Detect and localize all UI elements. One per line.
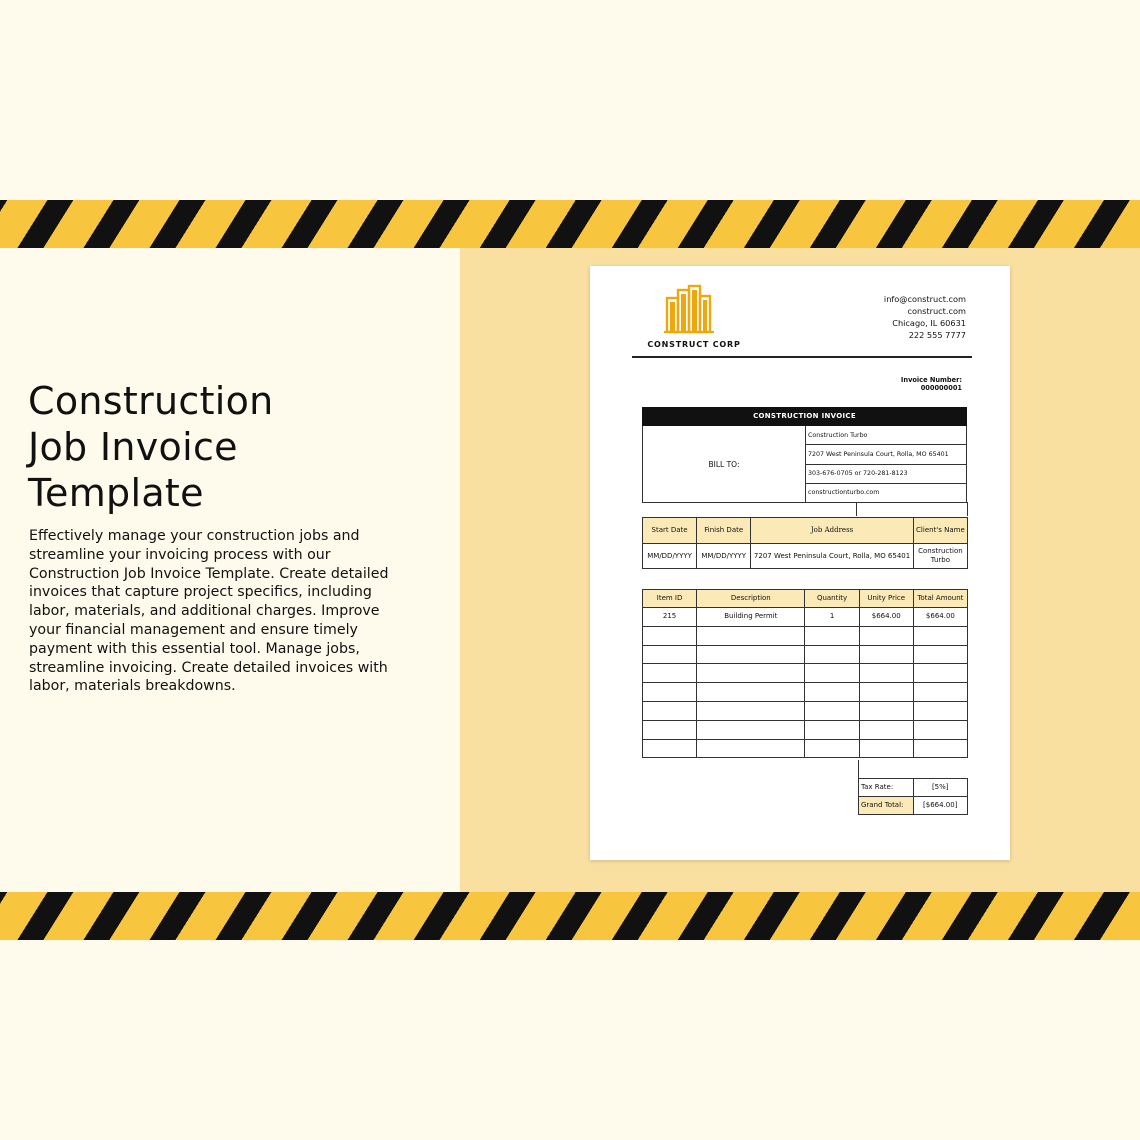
table-row-empty bbox=[643, 664, 968, 683]
col-client-name: Client's Name bbox=[913, 518, 967, 544]
job-details-table bbox=[642, 517, 968, 569]
invoice-number-value: 000000001 bbox=[920, 384, 962, 392]
start-date-value: MM/DD/YYYY bbox=[643, 544, 697, 569]
contact-email: info@construct.com bbox=[883, 294, 966, 304]
col-start-date: Start Date bbox=[643, 518, 697, 544]
item-quantity: 1 bbox=[805, 608, 859, 627]
header-divider bbox=[632, 356, 972, 358]
contact-phone: 222 555 7777 bbox=[908, 330, 966, 340]
contact-city: Chicago, IL 60631 bbox=[892, 318, 966, 328]
client-website: constructionturbo.com bbox=[808, 489, 880, 497]
totals-table bbox=[858, 778, 968, 815]
tax-rate-value: [5%] bbox=[913, 779, 968, 797]
col-total-amount: Total Amount bbox=[913, 590, 967, 608]
col-item-id: Item ID bbox=[643, 590, 697, 608]
company-name: CONSTRUCT CORP bbox=[647, 340, 741, 349]
hazard-stripe-bottom bbox=[0, 892, 1140, 940]
company-logo bbox=[644, 284, 764, 354]
totals-connector bbox=[858, 760, 859, 778]
contact-block bbox=[884, 293, 966, 341]
title-line: Construction bbox=[28, 379, 274, 423]
client-name: Construction Turbo bbox=[806, 426, 966, 445]
title-line: Job Invoice bbox=[28, 425, 238, 469]
bill-to-section bbox=[642, 407, 967, 503]
bill-to-details bbox=[806, 426, 966, 502]
bill-to-label: BILL TO: bbox=[643, 426, 806, 502]
title-line: Template bbox=[28, 471, 204, 515]
table-row-empty bbox=[643, 645, 968, 664]
client-phone: 303-676-0705 or 720-281-8123 bbox=[806, 465, 966, 484]
job-address-value: 7207 West Peninsula Court, Rolla, MO 65401 bbox=[751, 544, 914, 569]
table-row-empty bbox=[643, 683, 968, 702]
items-table bbox=[642, 589, 968, 758]
col-finish-date: Finish Date bbox=[697, 518, 751, 544]
col-description: Description bbox=[697, 590, 805, 608]
col-unit-price: Unity Price bbox=[859, 590, 913, 608]
finish-date-value: MM/DD/YYYY bbox=[697, 544, 751, 569]
building-logo-icon bbox=[664, 284, 714, 334]
item-total: $664.00 bbox=[913, 608, 967, 627]
table-row-empty bbox=[643, 626, 968, 645]
client-address: 7207 West Peninsula Court, Rolla, MO 65401 bbox=[806, 445, 966, 464]
tax-rate-label: Tax Rate: bbox=[859, 779, 914, 797]
item-unit-price: $664.00 bbox=[859, 608, 913, 627]
invoice-title: CONSTRUCTION INVOICE bbox=[642, 407, 967, 426]
invoice-document bbox=[590, 266, 1010, 860]
hazard-stripe-top bbox=[0, 200, 1140, 248]
spacer-cell bbox=[856, 502, 968, 516]
col-job-address: Job Address bbox=[751, 518, 914, 544]
item-id: 215 bbox=[643, 608, 697, 627]
page-description: Effectively manage your construction jobs and streamline your invoicing process with our Construction Job Invoice Template. Create detailed invoices that capture project specifics, including labor, materials, and additional charges. Improve your financial management and ensure timely payment with this essential tool. Manage jobs, streamline invoicing. Create detailed invoices with labor, materials breakdowns. bbox=[29, 528, 389, 695]
table-row-empty bbox=[643, 739, 968, 758]
client-name-value: Construction Turbo bbox=[913, 544, 967, 569]
page-title bbox=[28, 378, 428, 516]
grand-total-value: [$664.00] bbox=[913, 797, 968, 815]
col-quantity: Quantity bbox=[805, 590, 859, 608]
grand-total-label: Grand Total: bbox=[859, 797, 914, 815]
table-row-empty bbox=[643, 701, 968, 720]
table-row-empty bbox=[643, 720, 968, 739]
invoice-number bbox=[901, 376, 962, 392]
bill-to-box bbox=[642, 426, 967, 503]
table-row bbox=[643, 608, 968, 627]
invoice-number-label: Invoice Number: bbox=[900, 376, 962, 384]
contact-website: construct.com bbox=[907, 306, 966, 316]
item-description: Building Permit bbox=[697, 608, 805, 627]
